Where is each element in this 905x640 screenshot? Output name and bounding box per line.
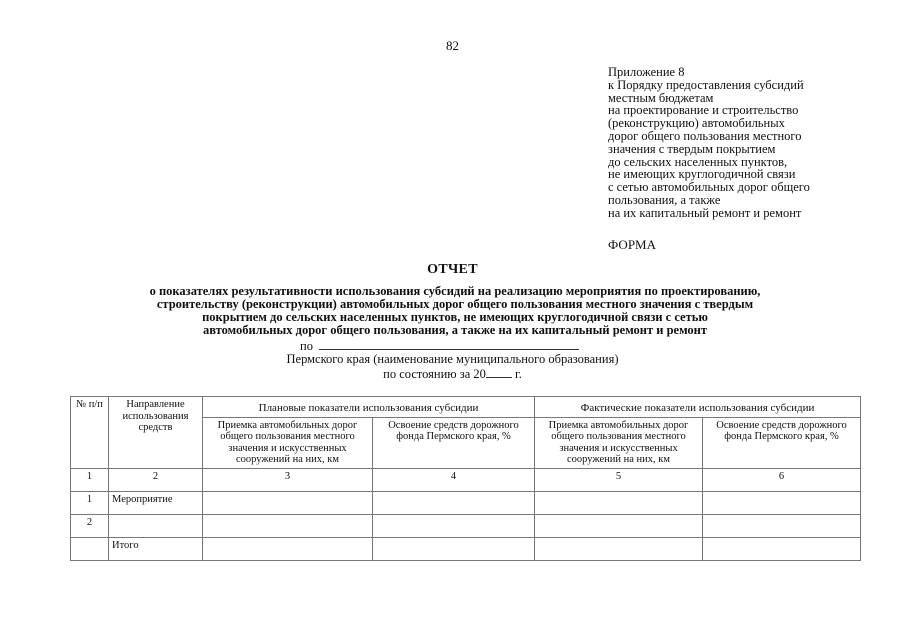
header-planned-funds: Освоение средств дорожного фонда Пермского края, %	[373, 417, 535, 468]
column-number-row	[71, 468, 861, 491]
appendix-line: до сельских населенных пунктов,	[608, 154, 788, 169]
report-table	[70, 396, 861, 561]
header-actual-acceptance: Приемка автомобильных дорог общего пользования местного значения и искусственных сооружений на них, км	[535, 417, 703, 468]
row-num: 2	[71, 514, 109, 537]
subtitle-line: автомобильных дорог общего пользования, а также на их капитальный ремонт и ремонт	[202, 323, 708, 337]
column-number: 6	[703, 468, 861, 491]
appendix-line: на проектирование и строительство	[608, 103, 799, 118]
row-num: 1	[71, 491, 109, 514]
form-label: ФОРМА	[608, 237, 656, 252]
row-direction[interactable]	[109, 514, 203, 537]
subtitle-line: покрытием до сельских населенных пунктов, не имеющих круглогодичной связи с сетью	[202, 310, 708, 324]
row-direction: Мероприятие	[109, 491, 203, 514]
appendix-line: дорог общего пользования местного	[608, 128, 802, 143]
empty-cell[interactable]	[373, 514, 535, 537]
appendix-block	[608, 66, 898, 220]
subtitle-line: о показателях результативности использования субсидий на реализацию мероприятия по проектированию,	[149, 284, 761, 298]
table-row-total	[71, 537, 861, 560]
appendix-line: значения с твердым покрытием	[608, 141, 776, 156]
column-number: 1	[71, 468, 109, 491]
empty-cell[interactable]	[535, 514, 703, 537]
appendix-line: с сетью автомобильных дорог общего	[608, 180, 810, 195]
empty-cell[interactable]	[535, 537, 703, 560]
column-number: 2	[109, 468, 203, 491]
year-blank[interactable]	[486, 367, 512, 378]
header-num: № п/п	[71, 397, 109, 469]
empty-cell[interactable]	[703, 491, 861, 514]
report-subtitle	[60, 285, 850, 337]
column-number: 4	[373, 468, 535, 491]
appendix-line: пользования, а также	[608, 192, 721, 207]
appendix-line: не имеющих круглогодичной связи	[608, 167, 796, 182]
date-line	[0, 367, 905, 382]
appendix-line: Приложение 8	[608, 65, 685, 79]
municipality-blank[interactable]	[319, 339, 579, 350]
region-caption: Пермского края (наименование муниципального образования)	[286, 352, 619, 366]
row-num	[71, 537, 109, 560]
header-actual-group: Фактические показатели использования субсидии	[535, 397, 861, 418]
column-number: 5	[535, 468, 703, 491]
empty-cell[interactable]	[535, 491, 703, 514]
empty-cell[interactable]	[703, 537, 861, 560]
header-planned-group: Плановые показатели использования субсидии	[203, 397, 535, 418]
page-number: 82	[446, 38, 459, 53]
table-header-row	[71, 397, 861, 418]
table-row	[71, 491, 861, 514]
header-direction: Направление использования средств	[109, 397, 203, 469]
appendix-line: местным бюджетам	[608, 90, 714, 105]
header-planned-acceptance: Приемка автомобильных дорог общего пользования местного значения и искусственных сооружений на них, км	[203, 417, 373, 468]
date-prefix: по состоянию за 20	[383, 367, 486, 381]
empty-cell[interactable]	[373, 537, 535, 560]
appendix-line: (реконструкцию) автомобильных	[608, 116, 785, 131]
empty-cell[interactable]	[203, 514, 373, 537]
empty-cell[interactable]	[703, 514, 861, 537]
appendix-line: на их капитальный ремонт и ремонт	[608, 205, 802, 220]
empty-cell[interactable]	[373, 491, 535, 514]
header-actual-funds: Освоение средств дорожного фонда Пермского края, %	[703, 417, 861, 468]
po-label: по	[300, 339, 313, 353]
empty-cell[interactable]	[203, 491, 373, 514]
subtitle-line: строительству (реконструкции) автомобильных дорог общего пользования местного значения с твердым	[156, 297, 754, 311]
table-row	[71, 514, 861, 537]
column-number: 3	[203, 468, 373, 491]
row-total-label: Итого	[109, 537, 203, 560]
empty-cell[interactable]	[203, 537, 373, 560]
appendix-line: к Порядку предоставления субсидий	[608, 77, 804, 92]
date-suffix: г.	[515, 367, 522, 381]
report-title: ОТЧЕТ	[427, 262, 478, 277]
